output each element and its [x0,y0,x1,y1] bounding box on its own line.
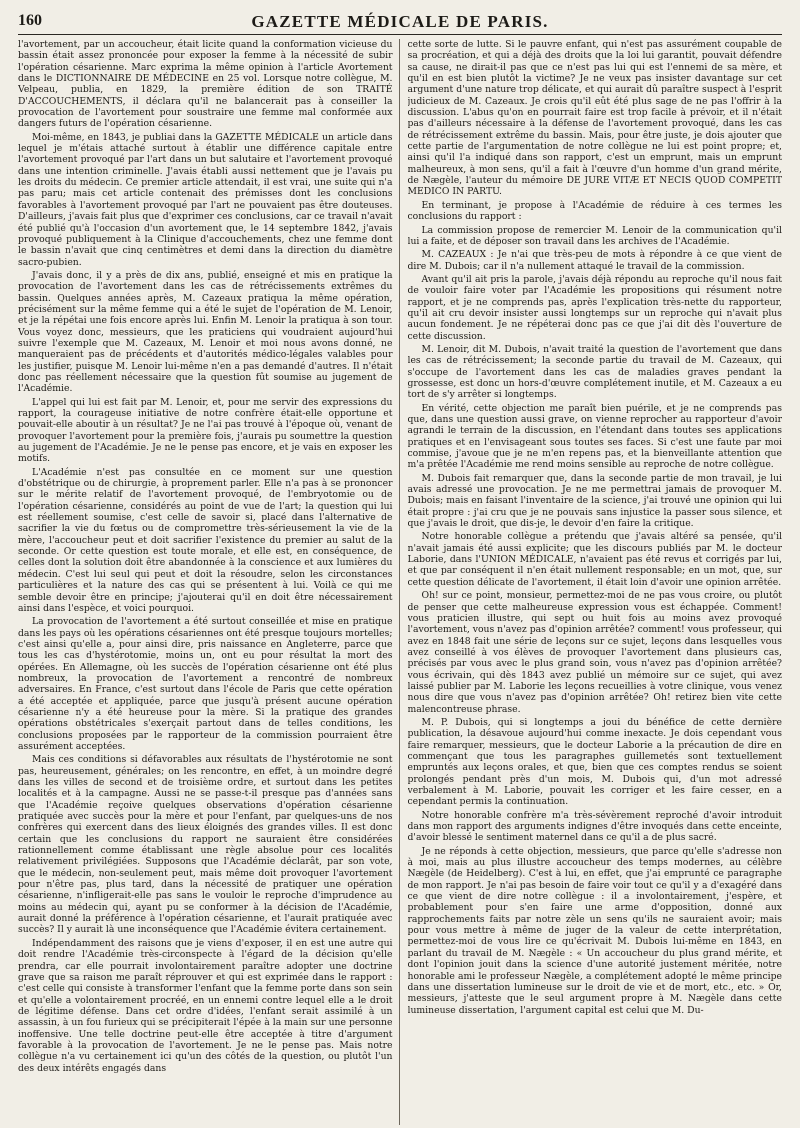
article-columns [18,39,782,1125]
paragraph: Moi-même, en 1843, je publiai dans la GAZETTE MÉDICALE un article dans lequel je m'étais attaché surtout à établir une différence capitale entre l'avortement provoqué par l'art dans un but salutaire et l'avortement provoqué dans une intention criminelle. J'avais établi aussi nettement que je l'avais pu les droits du médecin. Ce premier article attendait, il est vrai, une suite qui n'a pas paru; mais cet article contenait des prémisses dont les conclusions favorables à l'avortement provoqué par l'art ne pouvaient pas être douteuses. D'ailleurs, j'avais fait plus que d'exprimer ces conclusions, car ce travail n'avait été publié qu'à l'occasion d'un avortement que, le 14 septembre 1842, j'avais provoqué publiquement à la Clinique d'accouchements, chez une femme dont le bassin n'avait que cinq centimètres et demi dans la direction du diamètre sacro-pubien. [18,131,393,268]
paragraph: M. Dubois fait remarquer que, dans la seconde partie de mon travail, je lui avais adressé une provocation. Je ne me permettrai jamais de provoquer M. Dubois; mais en faisant l'inventaire de la science, j'ai trouvé une opinion qui lui était propre : j'ai cru que je ne pouvais sans injustice la passer sous silence, et que j'avais le droit, que dis-je, le devoir d'en faire la critique. [407,472,782,530]
paragraph: Je ne réponds à cette objection, messieurs, que parce qu'elle s'adresse non à moi, mais au plus illustre accoucheur des temps modernes, au célèbre Nægèle (de Heidelberg). C'est à lui, en effet, que j'ai emprunté ce paragraphe de mon rapport. Je n'ai pas besoin de faire voir tout ce qu'il y a d'exagéré dans ce que vient de dire notre collègue : il a involontairement, j'espère, et probablement pour s'en faire une arme d'opposition, donné aux rapprochements faits par notre zèle un sens qu'ils ne sauraient avoir; mais pour vous mettre à même de juger de la valeur de cette interprétation, permettez-moi de vous lire ce qu'écrivait M. Dubois lui-même en 1843, en parlant du travail de M. Nægèle : « Un accoucheur du plus grand mérite, et dont l'opinion jouit dans la science d'une autorité justement méritée, notre honorable ami le professeur Nægèle, a complétement adopté le même principe dans une dissertation lumineuse sur le droit de vie et de mort, etc., etc. » Or, messieurs, j'atteste que le seul argument propre à M. Nægèle dans cette lumineuse dissertation, l'argument capital est celui que M. Du- [407,845,782,1016]
page-header [18,12,782,35]
paragraph: Mais ces conditions si défavorables aux résultats de l'hystérotomie ne sont pas, heureusement, générales; on les rencontre, en effet, à un moindre degré dans les villes de second et de troisième ordre, et surtout dans les petites localités et à la campagne. Aussi ne se passe-t-il presque pas d'années sans que l'Académie reçoive quelques observations d'opération césarienne pratiquée avec succès pour la mère et pour l'enfant, par quelques-uns de nos confrères qui exercent dans des lieux éloignés des grandes villes. Il est donc certain que les conclusions du rapport ne sauraient être considérées rationnellement comme établissant une règle absolue pour ces localités relativement privilégiées. Supposons que l'Académie déclarât, par son vote, que le médecin, non-seulement peut, mais même doit provoquer l'avortement pour n'être pas, plus tard, dans la nécessité de pratiquer une opération césarienne, n'infligerait-elle pas sans le vouloir le reproche d'imprudence au moins au médecin qui, ayant pu se conformer à la décision de l'Académie, aurait donné la préférence à l'opération césarienne, et l'aurait pratiquée avec succès? Il y aurait là une inconséquence que l'Académie évitera certainement. [18,754,393,936]
paragraph: L'Académie n'est pas consultée en ce moment sur une question d'obstétrique ou de chirurgie, à proprement parler. Elle n'a pas à se prononcer sur le mérite relatif de l'avortement provoqué, de l'embryotomie ou de l'opération césarienne, considérés au point de vue de l'art; la question qui lui est réellement soumise, c'est celle de savoir si, placé dans l'alternative de sacrifier la vie du fœtus ou de compromettre très-sérieusement la vie de la mère, l'accoucheur peut et doit sacrifier l'existence du premier au salut de la seconde. Or cette question est toute morale, et elle est, en conséquence, de celles dont la solution doit être abandonnée à la conscience et aux lumières du médecin. C'est lui seul qui peut et doit la résoudre, selon les circonstances particulières et la nature des cas qui se présentent à lui. Voilà ce qui me semble devoir être en principe; j'ajouterai qu'il en doit être nécessairement ainsi dans l'espèce, et voici pourquoi. [18,466,393,614]
left-column [18,39,400,1125]
journal-title: GAZETTE MÉDICALE DE PARIS. [251,12,549,31]
paragraph: En terminant, je propose à l'Académie de réduire à ces termes les conclusions du rapport : [407,199,782,223]
paragraph: M. Lenoir, dit M. Dubois, n'avait traité la question de l'avortement que dans les cas de rétrécissement; la seconde partie du travail de M. Cazeaux, qui s'occupe de l'avortement dans les cas de maladies graves pendant la grossesse, est donc un hors-d'œuvre complétement inutile, et M. Cazeaux a eu tort de s'y arrêter si longtemps. [407,343,782,401]
paragraph: La commission propose de remercier M. Lenoir de la communication qu'il lui a faite, et de déposer son travail dans les archives de l'Académie. [407,224,782,247]
paragraph: l'avortement, par un accoucheur, était licite quand la conformation vicieuse du bassin était assez prononcée pour exposer la femme à la nécessité de subir l'opération césarienne. Marc exprima la même opinion à l'article Avortement dans le DICTIONNAIRE DE MÉDECINE en 25 vol. Lorsque notre collègue, M. Velpeau, publia, en 1829, la première édition de son TRAITÉ D'ACCOUCHEMENTS, il déclara qu'il ne balancerait pas à conseiller la provocation de l'avortement pour soustraire une femme mal conformée aux dangers futurs de l'opération césarienne. [18,39,393,130]
paragraph: Notre honorable confrère m'a très-sévèrement reproché d'avoir introduit dans mon rapport des arguments indignes d'être invoqués dans cette enceinte, d'avoir blessé le sentiment maternel dans ce qu'il a de plus sacré. [407,809,782,844]
paragraph: M. CAZEAUX : Je n'ai que très-peu de mots à répondre à ce que vient de dire M. Dubois; car il n'a nullement attaqué le travail de la commission. [407,249,782,272]
paragraph: Indépendamment des raisons que je viens d'exposer, il en est une autre qui doit rendre l'Académie très-circonspecte à l'égard de la décision qu'elle prendra, car elle pourrait involontairement paraître adopter une doctrine grave que sa raison me paraît réprouver et qui est exprimée dans le rapport : c'est celle qui consiste à transformer l'enfant que la femme porte dans son sein et qu'elle a volontairement procréé, en un ennemi contre lequel elle a le droit de légitime défense. Dans cet ordre d'idées, l'enfant serait assimilé à un assassin, à un fou furieux qui se précipiterait l'épée à la main sur une personne inoffensive. Une telle doctrine peut-elle être acceptée à titre d'argument favorable à la provocation de l'avortement. Je ne le pense pas. Mais notre collègue n'a vu certainement ici qu'un des côtés de la question, ou plutôt l'un des deux intérêts engagés dans [18,937,393,1074]
paragraph: Avant qu'il ait pris la parole, j'avais déjà répondu au reproche qu'il nous fait de vouloir faire voter par l'Académie les propositions qui résument notre rapport, et je ne comprends pas, après l'explication très-nette du rapporteur, qu'il ait cru devoir insister aussi longtemps sur un reproche qui n'avait plus aucun fondement. Je ne répéterai donc pas ce que j'ai dit dès l'ouverture de cette discussion. [407,273,782,342]
paragraph: La provocation de l'avortement a été surtout conseillée et mise en pratique dans les pays où les opérations césariennes ont été presque toujours mortelles; c'est ainsi qu'elle a, pour ainsi dire, pris naissance en Angleterre, parce que tous les cas d'hystérotomie, moins un, ont eu pour résultat la mort des opérées. En Allemagne, où les succès de l'opération césarienne ont été plus nombreux, la provocation de l'avortement a rencontré de nombreux adversaires. En France, c'est surtout dans l'école de Paris que cette opération a été acceptée et appliquée, parce que jusqu'à présent aucune opération césarienne n'y a été heureuse pour la mère. Si la pratique des grandes opérations obstétricales s'exerçait partout dans de telles conditions, les conclusions proposées par le rapporteur de la commission pourraient être assurément acceptées. [18,616,393,752]
paragraph: Oh! sur ce point, monsieur, permettez-moi de ne pas vous croire, ou plutôt de penser que cette malheureuse expression vous est échappée. Comment! vous praticien illustre, qui sept ou huit fois au moins avez provoqué l'avortement, vous n'avez pas d'opinion arrêtée? comment! vous professeur, qui avez en 1848 fait une série de leçons sur ce sujet, leçons dans lesquelles vous avez conseillé à vos élèves de provoquer l'avortement dans plusieurs cas, précisés par vous avec le plus grand soin, vous n'avez pas d'opinion arrêtée? vous écrivain, qui dès 1843 avez publié un mémoire sur ce sujet, qui avez laissé publier par M. Laborie les leçons recueillies à votre clinique, vous venez nous dire que vous n'avez pas d'opinion arrêtée? Oh! retirez bien vite cette malencontreuse phrase. [407,590,782,715]
paragraph: Notre honorable collègue a prétendu que j'avais altéré sa pensée, qu'il n'avait jamais été aussi explicite; que les discours publiés par M. le docteur Laborie, dans l'UNION MÉDICALE, n'avaient pas été revus et corrigés par lui, et que par conséquent il n'en était nullement responsable; en un mot, que, sur cette question délicate de l'avortement, il était loin d'avoir une opinion arrêtée. [407,531,782,588]
paragraph: En vérité, cette objection me paraît bien puérile, et je ne comprends pas que, dans une question aussi grave, on vienne reprocher au rapporteur d'avoir agrandi le terrain de la discussion, en l'étendant dans toutes ses applications pratiques et en l'envisageant sous toutes ses faces. Si c'est une faute par moi commise, j'avoue que je ne m'en repens pas, et la bienveillante attention que m'a prêtée l'Académie me rend moins sensible au reproche de notre collègue. [407,402,782,471]
paragraph: L'appel qui lui est fait par M. Lenoir, et, pour me servir des expressions du rapport, la courageuse initiative de notre confrère était-elle opportune et pouvait-elle aboutir à un résultat? Je ne l'ai pas trouvé à l'époque où, venant de provoquer l'avortement pour la première fois, j'aurais pu soumettre la question au jugement de l'Académie. Je ne le pense pas encore, et je vais en exposer les motifs. [18,396,393,465]
right-column [408,39,783,1125]
paragraph: cette sorte de lutte. Si le pauvre enfant, qui n'est pas assurément coupable de sa procréation, et qui a déjà des droits que la loi lui garantit, pouvait défendre sa cause, ne dirait-il pas que ce n'est pas lui qui est l'ennemi de sa mère, et qu'il en est bien plutôt la victime? Je ne veux pas insister davantage sur cet argument d'une nature trop délicate, et qui aurait dû paraître suspect à l'esprit judicieux de M. Cazeaux. Je crois qu'il eût été plus sage de ne pas l'offrir à la discussion. L'abus qu'on en pourrait faire est trop facile à prévoir, et il n'était pas d'ailleurs nécessaire à la défense de l'avortement provoqué, dans les cas de rétrécissement extrême du bassin. Mais, pour être juste, je dois ajouter que cette partie de l'argumentation de notre collègue ne lui est point propre; et, ainsi qu'il l'a indiqué dans son rapport, c'est un emprunt, mais un emprunt malheureux, à mon sens, qu'il a fait à l'œuvre d'un homme d'un grand mérite, de Nægèle, l'auteur du mémoire DE JURE VITÆ ET NECIS QUOD COMPETIT MEDICO IN PARTU. [407,39,782,198]
paragraph: M. P. Dubois, qui si longtemps a joui du bénéfice de cette dernière publication, la désavoue aujourd'hui comme inexacte. Je dois cependant vous faire remarquer, messieurs, que le docteur Laborie a la précaution de dire en commençant que tous les paragraphes guillemetés sont textuellement empruntés aux leçons orales, et que, bien que ces comptes rendus se soient prolongés pendant près d'un mois, M. Dubois qui, d'un mot adressé verbalement à M. Laborie, pouvait les corriger et les faire cesser, en a cependant permis la continuation. [407,716,782,808]
paragraph: J'avais donc, il y a près de dix ans, publié, enseigné et mis en pratique la provocation de l'avortement dans les cas de rétrécissements extrêmes du bassin. Quelques années après, M. Cazeaux pratiqua la même opération, précisément sur la même femme qui a été le sujet de l'opération de M. Lenoir, et je la répétai une fois encore après lui. Enfin M. Lenoir la pratiqua à son tour. Vous voyez donc, messieurs, que les praticiens qui voudraient aujourd'hui suivre l'exemple que M. Cazeaux, M. Lenoir et moi nous avons donné, ne manqueraient pas de précédents et d'autorités médico-légales valables pour les justifier, puisque M. Lenoir lui-même n'en a pas demandé d'autres. Il n'était donc pas réellement nécessaire que la question fût soumise au jugement de l'Académie. [18,269,393,395]
page-number: 160 [18,12,42,29]
